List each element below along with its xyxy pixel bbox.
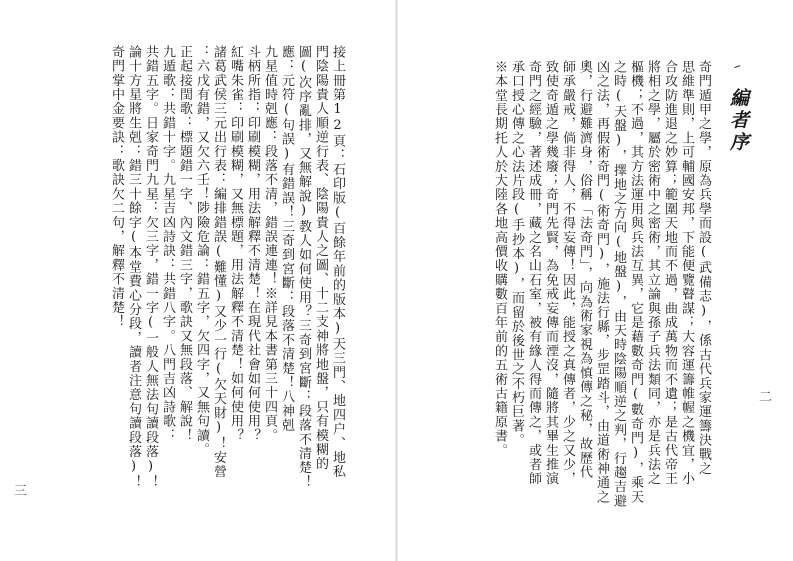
right-col-13: ※本堂長期托人於大陸各地高價收購數百年前的五術古籍原書。 [492, 60, 507, 458]
right-col-5: 樞機；不過，其方法運用與兵法互異，它是藉數奇門(數奇門)，乘天 [628, 60, 643, 505]
right-col-6: 之時(天盤)，擇地之方向(地盤)，由天時陰陽順逆之判，行趨吉避 [611, 60, 626, 509]
right-col-7: 凶之法，再假術奇門(術奇門)，施法行縣，步罡踏斗，由道術神通之 [594, 60, 609, 505]
right-col-1: 奇門遁甲之學，原為兵學而設(武備志)，係古代兵家運籌決戰之 [696, 60, 711, 476]
right-page-number: 二 [759, 390, 773, 405]
left-col-1: 接上冊第12頁：石印版(百餘年前的版本)天三門、地四户、地私 [330, 45, 345, 479]
right-col-3: 合攻防進退之妙算；範圍天地而不過，曲成萬物而不遺；是古代帝王 [662, 60, 677, 486]
preface-title: 編者序 [727, 88, 749, 154]
left-col-2: 門陰陽貴人順逆行表、陰陽貴人之圖、十二支神將地盤，只有模糊的 [313, 45, 328, 471]
left-col-7: 紅嘴朱雀：印刷模糊，又無標題，用法解釋不清楚！如何使用？ [228, 45, 243, 443]
left-col-13: 論十方星將生剋：錯三十餘字(本堂費心分段，讀者注意句讀段落)！ [126, 45, 141, 490]
left-col-8: 諸葛武侯三元出行表：編排錯誤(難懂)又少一行(欠天財)！安營 [211, 45, 226, 479]
left-col-10: 正起接閏歌：標題錯一字、內文錯三字，歌訣又無段落、解說！ [177, 45, 192, 443]
right-page [397, 0, 793, 561]
left-col-3: 圖(次序亂排，又無解說)教人如何使用？三奇到宮斷：段落不清楚！ [296, 45, 311, 490]
left-page-number: 三 [14, 484, 28, 499]
left-col-9: ：六戊有錯，又欠六壬！陟險危論：錯五字，欠四字，又無句讀。 [194, 45, 209, 457]
left-col-4: 應：元符(句誤)有錯誤！三奇到宮斷：段落不清楚！八神剋 [279, 45, 294, 433]
right-col-2: 思維準則，上可輔國安邦，下能便覽瞽謀；大容運籌帷幄之機宜，小 [679, 60, 694, 486]
right-col-9: 師承嚴戒，倘非得人，不得妄傳！因此，能授之真傳者，少之又少， [560, 60, 575, 486]
right-col-11: 奇門之經驗，著述成冊，藏之名山石室，被有緣人得而傳之，或者師 [526, 60, 541, 486]
left-col-5: 九星值時剋應：段落不清，錯誤連連！※詳見本書第三十四頁。 [262, 45, 277, 443]
right-col-12: 承口授心傳之心法片段(手抄本)，而留於後世之不朽巨著。 [509, 60, 524, 448]
left-col-11: 九遁歌：共錯十字。九星吉凶詩訣：共錯八字。八門吉凶詩歌： [160, 45, 175, 443]
left-page [0, 0, 396, 561]
right-page-body [491, 60, 712, 540]
right-col-8: 奧，行避難濟身，俗稱「法奇門」，向為術家視為慎傳之秘，故歷代 [577, 60, 592, 480]
left-page-body [108, 45, 346, 535]
left-col-14: 奇門掌中金要訣：歌訣欠二句，解釋不清楚！ [109, 45, 124, 329]
right-col-10: 致使奇遁之學幾廢；奇門先賢，為免戒妄傳而湮沒，隨將其畢生推演 [543, 60, 558, 486]
corner-mark [734, 65, 741, 72]
left-col-6: 斗柄所指：印刷模糊，用法解釋不清楚！在現代社會如何使用？ [245, 45, 260, 443]
right-col-4: 將相之學，屬於密術中之密術，其立論與孫子兵法類同，亦是兵法之 [645, 60, 660, 486]
left-col-12: 共錯五字。日家奇門九星：欠三字，錯一字(一般人無法句讀段落)！ [143, 45, 158, 490]
